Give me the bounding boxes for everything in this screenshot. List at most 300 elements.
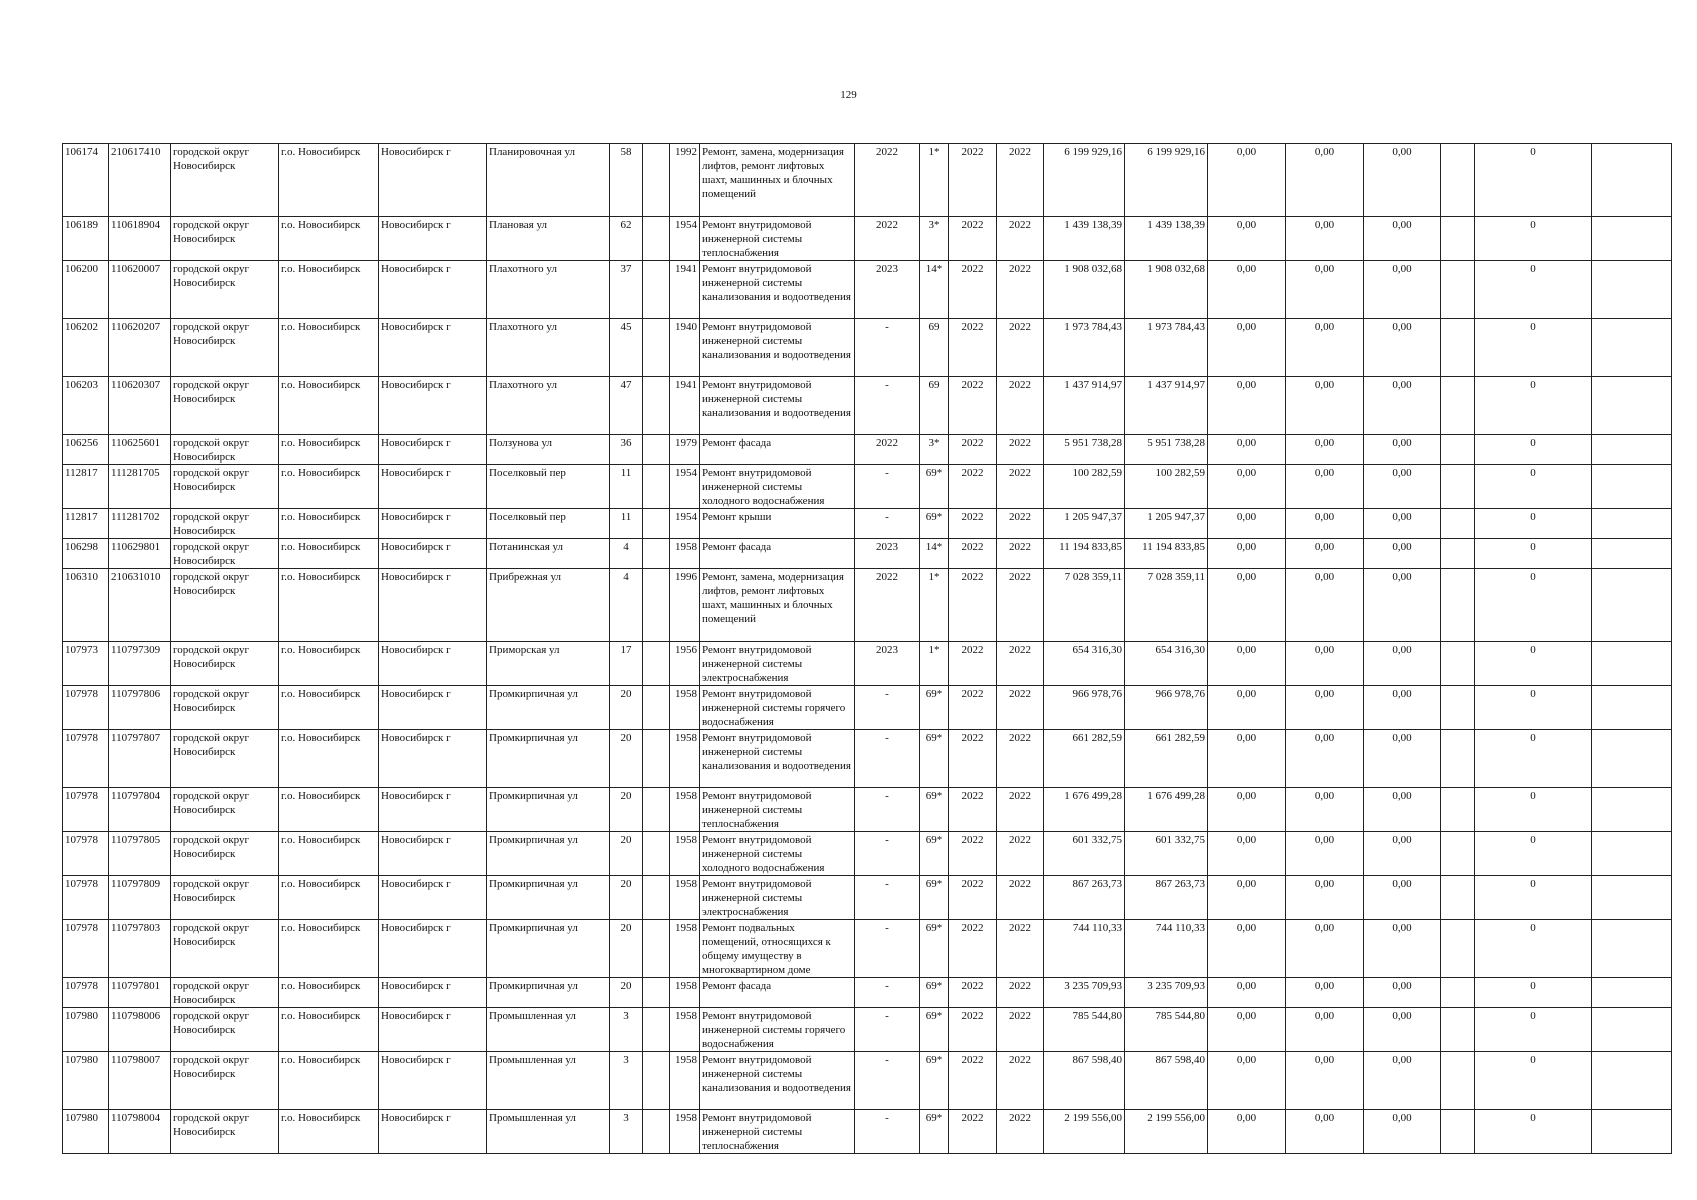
cell-district: г.о. Новосибирск <box>279 1110 379 1154</box>
cell-house: 17 <box>610 642 643 686</box>
cell-district: г.о. Новосибирск <box>279 1052 379 1110</box>
cell-amount-b: 0,00 <box>1286 319 1364 377</box>
cell-building <box>643 539 670 569</box>
cell-city: Новосибирск г <box>379 509 487 539</box>
cell-cost-fund: 654 316,30 <box>1125 642 1208 686</box>
cell-municipality: городской округ Новосибирск <box>171 319 279 377</box>
cell-work-type: Ремонт внутридомовой инженерной системы канализования и водоотведения <box>700 319 855 377</box>
cell-empty <box>1441 1008 1475 1052</box>
cell-extra <box>1592 319 1672 377</box>
cell-amount-b: 0,00 <box>1286 1008 1364 1052</box>
cell-amount-c: 0,00 <box>1364 217 1441 261</box>
cell-zero: 0 <box>1475 832 1592 876</box>
cell-zero: 0 <box>1475 465 1592 509</box>
cell-plan-year: 2022 <box>855 144 920 217</box>
cell-amount-b: 0,00 <box>1286 730 1364 788</box>
cell-district: г.о. Новосибирск <box>279 686 379 730</box>
cell-amount-a: 0,00 <box>1208 978 1286 1008</box>
cell-criterion: 69 <box>920 319 949 377</box>
cell-year-built: 1992 <box>670 144 700 217</box>
cell-city: Новосибирск г <box>379 144 487 217</box>
cell-code: 110620307 <box>109 377 171 435</box>
cell-municipality: городской округ Новосибирск <box>171 377 279 435</box>
cell-year-built: 1940 <box>670 319 700 377</box>
cell-cost-fund: 3 235 709,93 <box>1125 978 1208 1008</box>
cell-plan-year: - <box>855 686 920 730</box>
cell-building <box>643 788 670 832</box>
cell-empty <box>1441 730 1475 788</box>
table-row <box>63 465 1672 509</box>
cell-municipality: городской округ Новосибирск <box>171 920 279 978</box>
cell-end-year: 2022 <box>997 144 1044 217</box>
cell-house: 20 <box>610 686 643 730</box>
cell-city: Новосибирск г <box>379 465 487 509</box>
cell-id: 107978 <box>63 876 109 920</box>
cell-extra <box>1592 642 1672 686</box>
cell-year-built: 1958 <box>670 539 700 569</box>
cell-zero: 0 <box>1475 1052 1592 1110</box>
cell-district: г.о. Новосибирск <box>279 569 379 642</box>
cell-city: Новосибирск г <box>379 1052 487 1110</box>
cell-plan-year: - <box>855 1110 920 1154</box>
cell-street: Промкирпичная ул <box>487 920 610 978</box>
cell-amount-a: 0,00 <box>1208 217 1286 261</box>
cell-municipality: городской округ Новосибирск <box>171 730 279 788</box>
cell-amount-a: 0,00 <box>1208 377 1286 435</box>
cell-amount-c: 0,00 <box>1364 539 1441 569</box>
cell-empty <box>1441 509 1475 539</box>
cell-code: 111281702 <box>109 509 171 539</box>
cell-municipality: городской округ Новосибирск <box>171 261 279 319</box>
cell-empty <box>1441 642 1475 686</box>
cell-zero: 0 <box>1475 730 1592 788</box>
cell-start-year: 2022 <box>949 377 997 435</box>
cell-end-year: 2022 <box>997 465 1044 509</box>
cell-cost-fund: 100 282,59 <box>1125 465 1208 509</box>
page-number: 129 <box>840 89 857 101</box>
cell-extra <box>1592 686 1672 730</box>
cell-street: Плахотного ул <box>487 319 610 377</box>
cell-municipality: городской округ Новосибирск <box>171 217 279 261</box>
cell-municipality: городской округ Новосибирск <box>171 435 279 465</box>
cell-district: г.о. Новосибирск <box>279 832 379 876</box>
cell-zero: 0 <box>1475 1110 1592 1154</box>
cell-code: 110798006 <box>109 1008 171 1052</box>
cell-amount-a: 0,00 <box>1208 1052 1286 1110</box>
cell-plan-year: - <box>855 730 920 788</box>
table-row <box>63 876 1672 920</box>
cell-end-year: 2022 <box>997 788 1044 832</box>
cell-criterion: 14* <box>920 539 949 569</box>
cell-work-type: Ремонт внутридомовой инженерной системы канализования и водоотведения <box>700 1052 855 1110</box>
cell-plan-year: 2022 <box>855 217 920 261</box>
cell-end-year: 2022 <box>997 377 1044 435</box>
cell-cost-total: 1 437 914,97 <box>1044 377 1125 435</box>
cell-code: 210631010 <box>109 569 171 642</box>
cell-house: 20 <box>610 730 643 788</box>
cell-start-year: 2022 <box>949 1052 997 1110</box>
cell-amount-a: 0,00 <box>1208 642 1286 686</box>
cell-work-type: Ремонт крыши <box>700 509 855 539</box>
cell-id: 106203 <box>63 377 109 435</box>
cell-code: 110797804 <box>109 788 171 832</box>
cell-extra <box>1592 920 1672 978</box>
cell-amount-c: 0,00 <box>1364 1052 1441 1110</box>
cell-start-year: 2022 <box>949 435 997 465</box>
cell-year-built: 1954 <box>670 465 700 509</box>
cell-amount-b: 0,00 <box>1286 377 1364 435</box>
cell-municipality: городской округ Новосибирск <box>171 788 279 832</box>
cell-code: 110797805 <box>109 832 171 876</box>
cell-extra <box>1592 978 1672 1008</box>
cell-house: 58 <box>610 144 643 217</box>
cell-district: г.о. Новосибирск <box>279 539 379 569</box>
cell-year-built: 1958 <box>670 686 700 730</box>
cell-cost-total: 1 908 032,68 <box>1044 261 1125 319</box>
cell-house: 3 <box>610 1008 643 1052</box>
cell-code: 110618904 <box>109 217 171 261</box>
cell-year-built: 1958 <box>670 876 700 920</box>
cell-municipality: городской округ Новосибирск <box>171 509 279 539</box>
cell-amount-a: 0,00 <box>1208 144 1286 217</box>
cell-street: Планировочная ул <box>487 144 610 217</box>
cell-end-year: 2022 <box>997 730 1044 788</box>
cell-municipality: городской округ Новосибирск <box>171 569 279 642</box>
cell-start-year: 2022 <box>949 569 997 642</box>
cell-house: 4 <box>610 539 643 569</box>
cell-amount-c: 0,00 <box>1364 920 1441 978</box>
cell-street: Промышленная ул <box>487 1110 610 1154</box>
table-row <box>63 1008 1672 1052</box>
cell-municipality: городской округ Новосибирск <box>171 686 279 730</box>
cell-end-year: 2022 <box>997 1110 1044 1154</box>
cell-street: Промкирпичная ул <box>487 686 610 730</box>
cell-year-built: 1958 <box>670 788 700 832</box>
cell-municipality: городской округ Новосибирск <box>171 144 279 217</box>
cell-start-year: 2022 <box>949 509 997 539</box>
cell-code: 110797806 <box>109 686 171 730</box>
cell-plan-year: - <box>855 509 920 539</box>
cell-amount-a: 0,00 <box>1208 1008 1286 1052</box>
cell-district: г.о. Новосибирск <box>279 1008 379 1052</box>
cell-criterion: 1* <box>920 144 949 217</box>
table-row <box>63 319 1672 377</box>
cell-district: г.о. Новосибирск <box>279 978 379 1008</box>
cell-plan-year: - <box>855 876 920 920</box>
cell-amount-a: 0,00 <box>1208 920 1286 978</box>
cell-zero: 0 <box>1475 569 1592 642</box>
cell-building <box>643 465 670 509</box>
cell-municipality: городской округ Новосибирск <box>171 832 279 876</box>
cell-start-year: 2022 <box>949 788 997 832</box>
cell-empty <box>1441 144 1475 217</box>
cell-amount-c: 0,00 <box>1364 261 1441 319</box>
cell-street: Промкирпичная ул <box>487 978 610 1008</box>
cell-amount-c: 0,00 <box>1364 686 1441 730</box>
cell-street: Промышленная ул <box>487 1008 610 1052</box>
cell-extra <box>1592 144 1672 217</box>
table-row <box>63 1052 1672 1110</box>
cell-code: 110797801 <box>109 978 171 1008</box>
cell-zero: 0 <box>1475 435 1592 465</box>
cell-id: 107978 <box>63 686 109 730</box>
cell-empty <box>1441 569 1475 642</box>
cell-zero: 0 <box>1475 377 1592 435</box>
cell-end-year: 2022 <box>997 686 1044 730</box>
cell-criterion: 69* <box>920 1110 949 1154</box>
cell-code: 110620007 <box>109 261 171 319</box>
cell-amount-b: 0,00 <box>1286 1052 1364 1110</box>
cell-end-year: 2022 <box>997 509 1044 539</box>
cell-code: 110798007 <box>109 1052 171 1110</box>
cell-empty <box>1441 217 1475 261</box>
cell-work-type: Ремонт внутридомовой инженерной системы электроснабжения <box>700 642 855 686</box>
table-row <box>63 377 1672 435</box>
cell-cost-total: 785 544,80 <box>1044 1008 1125 1052</box>
cell-house: 3 <box>610 1110 643 1154</box>
cell-code: 110797803 <box>109 920 171 978</box>
cell-amount-b: 0,00 <box>1286 217 1364 261</box>
cell-id: 106189 <box>63 217 109 261</box>
cell-zero: 0 <box>1475 788 1592 832</box>
cell-extra <box>1592 1008 1672 1052</box>
cell-amount-b: 0,00 <box>1286 788 1364 832</box>
cell-amount-b: 0,00 <box>1286 1110 1364 1154</box>
cell-empty <box>1441 319 1475 377</box>
cell-amount-b: 0,00 <box>1286 569 1364 642</box>
cell-criterion: 69 <box>920 377 949 435</box>
cell-start-year: 2022 <box>949 144 997 217</box>
cell-amount-b: 0,00 <box>1286 876 1364 920</box>
cell-year-built: 1979 <box>670 435 700 465</box>
cell-cost-total: 1 205 947,37 <box>1044 509 1125 539</box>
cell-amount-c: 0,00 <box>1364 377 1441 435</box>
cell-district: г.о. Новосибирск <box>279 144 379 217</box>
cell-cost-fund: 6 199 929,16 <box>1125 144 1208 217</box>
cell-empty <box>1441 539 1475 569</box>
cell-cost-total: 5 951 738,28 <box>1044 435 1125 465</box>
cell-zero: 0 <box>1475 876 1592 920</box>
cell-zero: 0 <box>1475 920 1592 978</box>
cell-criterion: 14* <box>920 261 949 319</box>
cell-end-year: 2022 <box>997 978 1044 1008</box>
cell-house: 20 <box>610 978 643 1008</box>
cell-building <box>643 1052 670 1110</box>
cell-id: 106256 <box>63 435 109 465</box>
cell-street: Плановая ул <box>487 217 610 261</box>
cell-code: 110620207 <box>109 319 171 377</box>
cell-amount-b: 0,00 <box>1286 539 1364 569</box>
cell-year-built: 1958 <box>670 730 700 788</box>
cell-start-year: 2022 <box>949 465 997 509</box>
cell-zero: 0 <box>1475 1008 1592 1052</box>
cell-zero: 0 <box>1475 261 1592 319</box>
cell-municipality: городской округ Новосибирск <box>171 978 279 1008</box>
cell-amount-b: 0,00 <box>1286 686 1364 730</box>
cell-city: Новосибирск г <box>379 730 487 788</box>
cell-criterion: 1* <box>920 569 949 642</box>
cell-year-built: 1956 <box>670 642 700 686</box>
cell-district: г.о. Новосибирск <box>279 642 379 686</box>
cell-cost-fund: 1 437 914,97 <box>1125 377 1208 435</box>
cell-work-type: Ремонт фасада <box>700 435 855 465</box>
cell-district: г.о. Новосибирск <box>279 509 379 539</box>
cell-amount-c: 0,00 <box>1364 509 1441 539</box>
cell-plan-year: 2023 <box>855 539 920 569</box>
cell-cost-total: 11 194 833,85 <box>1044 539 1125 569</box>
cell-amount-c: 0,00 <box>1364 1008 1441 1052</box>
cell-code: 110797807 <box>109 730 171 788</box>
cell-extra <box>1592 217 1672 261</box>
cell-extra <box>1592 465 1672 509</box>
cell-street: Промышленная ул <box>487 1052 610 1110</box>
cell-city: Новосибирск г <box>379 788 487 832</box>
cell-id: 107980 <box>63 1008 109 1052</box>
table-row <box>63 435 1672 465</box>
cell-municipality: городской округ Новосибирск <box>171 642 279 686</box>
cell-cost-total: 1 439 138,39 <box>1044 217 1125 261</box>
cell-city: Новосибирск г <box>379 435 487 465</box>
cell-code: 110625601 <box>109 435 171 465</box>
cell-empty <box>1441 686 1475 730</box>
cell-house: 20 <box>610 788 643 832</box>
cell-plan-year: 2023 <box>855 642 920 686</box>
cell-work-type: Ремонт внутридомовой инженерной системы теплоснабжения <box>700 1110 855 1154</box>
cell-extra <box>1592 509 1672 539</box>
cell-criterion: 69* <box>920 920 949 978</box>
cell-cost-total: 867 598,40 <box>1044 1052 1125 1110</box>
cell-empty <box>1441 261 1475 319</box>
cell-district: г.о. Новосибирск <box>279 435 379 465</box>
cell-district: г.о. Новосибирск <box>279 465 379 509</box>
cell-amount-a: 0,00 <box>1208 832 1286 876</box>
cell-house: 11 <box>610 465 643 509</box>
cell-street: Ползунова ул <box>487 435 610 465</box>
cell-work-type: Ремонт внутридомовой инженерной системы канализования и водоотведения <box>700 730 855 788</box>
cell-amount-c: 0,00 <box>1364 730 1441 788</box>
cell-code: 210617410 <box>109 144 171 217</box>
cell-work-type: Ремонт внутридомовой инженерной системы канализования и водоотведения <box>700 377 855 435</box>
cell-cost-total: 601 332,75 <box>1044 832 1125 876</box>
cell-building <box>643 144 670 217</box>
cell-house: 11 <box>610 509 643 539</box>
cell-municipality: городской округ Новосибирск <box>171 876 279 920</box>
cell-cost-total: 2 199 556,00 <box>1044 1110 1125 1154</box>
cell-amount-b: 0,00 <box>1286 261 1364 319</box>
cell-extra <box>1592 435 1672 465</box>
cell-building <box>643 978 670 1008</box>
cell-street: Плахотного ул <box>487 377 610 435</box>
cell-year-built: 1958 <box>670 1110 700 1154</box>
cell-cost-fund: 785 544,80 <box>1125 1008 1208 1052</box>
cell-zero: 0 <box>1475 319 1592 377</box>
cell-work-type: Ремонт, замена, модернизация лифтов, ремонт лифтовых шахт, машинных и блочных помещений <box>700 569 855 642</box>
cell-id: 107978 <box>63 978 109 1008</box>
cell-cost-fund: 1 973 784,43 <box>1125 319 1208 377</box>
cell-municipality: городской округ Новосибирск <box>171 1110 279 1154</box>
table-row <box>63 144 1672 217</box>
cell-work-type: Ремонт внутридомовой инженерной системы канализования и водоотведения <box>700 261 855 319</box>
cell-extra <box>1592 1110 1672 1154</box>
cell-street: Промкирпичная ул <box>487 730 610 788</box>
cell-zero: 0 <box>1475 144 1592 217</box>
cell-house: 36 <box>610 435 643 465</box>
cell-cost-fund: 11 194 833,85 <box>1125 539 1208 569</box>
cell-zero: 0 <box>1475 978 1592 1008</box>
cell-amount-c: 0,00 <box>1364 642 1441 686</box>
cell-district: г.о. Новосибирск <box>279 261 379 319</box>
cell-id: 106202 <box>63 319 109 377</box>
cell-plan-year: - <box>855 1052 920 1110</box>
cell-amount-c: 0,00 <box>1364 569 1441 642</box>
cell-end-year: 2022 <box>997 261 1044 319</box>
cell-amount-b: 0,00 <box>1286 832 1364 876</box>
cell-id: 112817 <box>63 509 109 539</box>
cell-criterion: 69* <box>920 465 949 509</box>
cell-criterion: 69* <box>920 1008 949 1052</box>
cell-extra <box>1592 377 1672 435</box>
cell-zero: 0 <box>1475 509 1592 539</box>
cell-plan-year: - <box>855 319 920 377</box>
cell-building <box>643 920 670 978</box>
cell-start-year: 2022 <box>949 920 997 978</box>
cell-house: 37 <box>610 261 643 319</box>
cell-extra <box>1592 832 1672 876</box>
cell-building <box>643 319 670 377</box>
cell-house: 20 <box>610 920 643 978</box>
cell-start-year: 2022 <box>949 217 997 261</box>
cell-end-year: 2022 <box>997 876 1044 920</box>
cell-empty <box>1441 465 1475 509</box>
cell-code: 110797809 <box>109 876 171 920</box>
cell-code: 110798004 <box>109 1110 171 1154</box>
cell-criterion: 3* <box>920 217 949 261</box>
cell-cost-total: 100 282,59 <box>1044 465 1125 509</box>
cell-building <box>643 509 670 539</box>
cell-cost-total: 867 263,73 <box>1044 876 1125 920</box>
cell-year-built: 1941 <box>670 261 700 319</box>
table-row <box>63 686 1672 730</box>
cell-cost-fund: 1 205 947,37 <box>1125 509 1208 539</box>
table-row <box>63 217 1672 261</box>
cell-year-built: 1958 <box>670 920 700 978</box>
cell-cost-fund: 7 028 359,11 <box>1125 569 1208 642</box>
cell-amount-a: 0,00 <box>1208 686 1286 730</box>
cell-plan-year: 2022 <box>855 569 920 642</box>
cell-district: г.о. Новосибирск <box>279 920 379 978</box>
cell-house: 47 <box>610 377 643 435</box>
cell-year-built: 1958 <box>670 1052 700 1110</box>
cell-work-type: Ремонт внутридомовой инженерной системы холодного водоснабжения <box>700 832 855 876</box>
cell-city: Новосибирск г <box>379 920 487 978</box>
table-row <box>63 920 1672 978</box>
cell-plan-year: - <box>855 788 920 832</box>
table-row <box>63 261 1672 319</box>
cell-criterion: 69* <box>920 1052 949 1110</box>
cell-criterion: 3* <box>920 435 949 465</box>
cell-cost-fund: 5 951 738,28 <box>1125 435 1208 465</box>
cell-building <box>643 832 670 876</box>
cell-criterion: 69* <box>920 509 949 539</box>
cell-amount-c: 0,00 <box>1364 465 1441 509</box>
cell-start-year: 2022 <box>949 978 997 1008</box>
cell-start-year: 2022 <box>949 642 997 686</box>
cell-year-built: 1996 <box>670 569 700 642</box>
cell-year-built: 1958 <box>670 978 700 1008</box>
cell-amount-a: 0,00 <box>1208 319 1286 377</box>
cell-amount-b: 0,00 <box>1286 920 1364 978</box>
cell-city: Новосибирск г <box>379 832 487 876</box>
